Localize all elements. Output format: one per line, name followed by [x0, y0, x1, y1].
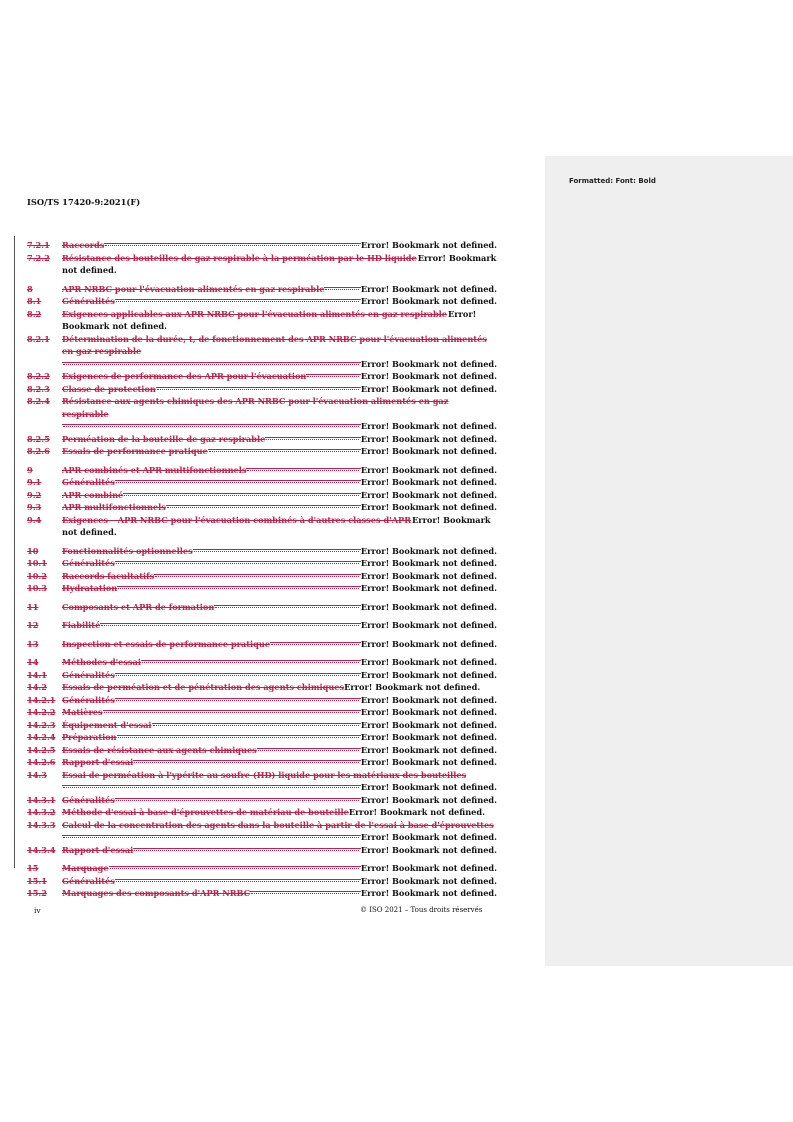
toc-entry-number: 7.2.2 [27, 252, 50, 263]
toc-entry-error: Error! Bookmark not defined. [360, 433, 497, 444]
toc-entry[interactable] [27, 252, 511, 277]
toc-entry-number: 14.1 [27, 669, 47, 680]
toc-entry-error: Error! Bookmark not defined. [360, 744, 497, 755]
toc-entry[interactable] [27, 433, 511, 446]
toc-entry-number: 8.2.1 [27, 333, 50, 344]
toc-entry[interactable] [27, 619, 511, 632]
toc-entry-title: Essai de perméation à l'ypérite au soufre (HD) liquide pour les matériaux des bouteilles [62, 769, 467, 780]
toc-entry-title: Méthodes d'essai [62, 657, 141, 667]
toc-entry-title: APR combiné [62, 489, 124, 500]
toc-entry-error: Error! Bookmark not defined. [62, 514, 491, 537]
toc-entry-number: 7.2.1 [27, 240, 50, 250]
toc-entry-error: Error! Bookmark not defined. [360, 296, 497, 306]
toc-leader-dots [133, 844, 361, 853]
toc-entry-title: Rapport d'essai [62, 844, 134, 855]
toc-entry-number: 8.2.3 [27, 383, 50, 394]
toc-entry-title: Fonctionnalités optionnelles [62, 545, 193, 556]
toc-entry-title: Fiabilité [62, 620, 101, 630]
toc-entry-title: Résistance aux agents chimiques des APR NRBC pour l'évacuation alimentés en gaz respirable [62, 396, 449, 419]
toc-entry-title: Résistance des bouteilles de gaz respirable à la perméation par le HD liquide [62, 252, 417, 263]
toc-entry-error: Error! Bookmark not defined. [360, 601, 497, 612]
toc-leader-dots [117, 731, 361, 740]
toc-entry-number: 14.3.1 [27, 794, 56, 805]
toc-leader-dots [100, 619, 361, 628]
toc-entry-error: Error! Bookmark not defined. [360, 757, 497, 767]
toc-entry[interactable] [27, 514, 511, 539]
toc-entry[interactable] [27, 731, 511, 744]
toc-leader-dots [115, 476, 361, 485]
toc-leader-dots [265, 433, 361, 442]
toc-entry-title: Détermination de la durée, t, de fonctionnement des APR NRBC pour l'évacuation alimentés en gaz respirable [62, 333, 487, 356]
toc-entry-title: Hydratation [62, 583, 118, 593]
toc-entry-number: 15 [27, 863, 39, 873]
toc-leader-dots [104, 239, 361, 248]
toc-entry-title: Généralités [62, 669, 115, 680]
toc-entry-number: 14.3.4 [27, 844, 56, 855]
toc-entry-number: 14.2.6 [27, 757, 56, 767]
toc-entry-number: 9.4 [27, 514, 42, 525]
toc-entry[interactable] [27, 769, 511, 794]
toc-entry[interactable] [27, 681, 511, 694]
change-bar [14, 236, 15, 868]
toc-leader-dots [324, 283, 360, 292]
toc-entry-error: Error! Bookmark not defined. [360, 794, 497, 805]
toc-entry-number: 10.1 [27, 558, 47, 568]
toc-entry-title: Essais de perméation et de pénétration des agents chimiques [62, 682, 345, 692]
toc-entry-error: Error! Bookmark not defined. [62, 308, 477, 331]
toc-entry[interactable] [27, 239, 511, 252]
toc-entry-number: 15.1 [27, 875, 47, 886]
toc-entry-error: Error! Bookmark not defined. [360, 694, 497, 705]
toc-entry-number: 10.2 [27, 570, 47, 581]
toc-leader-dots [246, 464, 360, 473]
toc-entry-number: 9.1 [27, 477, 42, 487]
toc-entry-error: Error! Bookmark not defined. [62, 252, 497, 275]
toc-entry[interactable] [27, 370, 511, 383]
toc-entry[interactable] [27, 295, 511, 308]
toc-entry-error: Error! Bookmark not defined. [360, 570, 497, 581]
toc-entry[interactable] [27, 656, 511, 669]
toc-entry-title: Préparation [62, 732, 117, 742]
toc-leader-dots [193, 545, 361, 554]
toc-entry-number: 14.3 [27, 769, 47, 780]
toc-entry-error: Error! Bookmark not defined. [360, 669, 497, 680]
toc-entry-title: Inspection et essais de performance pratique [62, 638, 271, 649]
toc-leader-dots [152, 719, 361, 728]
toc-entry-number: 14.2.5 [27, 744, 56, 755]
toc-entry[interactable] [27, 601, 511, 614]
toc-entry-error: Error! Bookmark not defined. [360, 707, 497, 717]
toc-entry[interactable] [27, 669, 511, 682]
toc-leader-dots [115, 669, 361, 678]
toc-entry-number: 14.2.2 [27, 707, 56, 717]
toc-entry-number: 11 [27, 601, 39, 612]
toc-leader-dots [115, 295, 361, 304]
toc-leader-dots [133, 756, 361, 765]
toc-entry-error: Error! Bookmark not defined. [360, 719, 497, 730]
toc-entry-number: 14.2.4 [27, 732, 56, 742]
toc-leader-dots [141, 656, 361, 665]
toc-leader-dots [154, 570, 361, 579]
toc-entry-title: Exigences de performance des APR pour l'évacuation [62, 371, 307, 381]
toc-entry-error: Error! Bookmark not defined. [360, 875, 497, 886]
toc-entry[interactable] [27, 489, 511, 502]
toc-entry[interactable] [27, 719, 511, 732]
toc-entry-title: Généralités [62, 477, 115, 487]
toc-leader-dots [62, 831, 361, 840]
toc-entry-number: 8.1 [27, 296, 42, 306]
toc-entry-number: 9.2 [27, 489, 42, 500]
toc-entry[interactable] [27, 887, 511, 900]
toc-entry[interactable] [27, 875, 511, 888]
toc-entry-title: Perméation de la bouteille de gaz respirable [62, 433, 266, 444]
toc-leader-dots [257, 744, 361, 753]
toc-entry-error: Error! Bookmark not defined. [360, 489, 497, 500]
toc-entry-title: Rapport d'essai [62, 757, 134, 767]
toc-leader-dots [270, 638, 361, 647]
toc-leader-dots [115, 794, 361, 803]
toc-leader-dots [62, 358, 361, 367]
toc-leader-dots [115, 875, 361, 884]
toc-entry[interactable] [27, 308, 511, 333]
toc-entry-error: Error! Bookmark not defined. [360, 358, 497, 369]
toc-entry-title: Raccords facultatifs [62, 570, 155, 581]
toc-leader-dots [103, 706, 361, 715]
toc-entry-title: Généralités [62, 694, 115, 705]
toc-entry-error: Error! Bookmark not defined. [360, 464, 497, 475]
toc-entry[interactable] [27, 476, 511, 489]
toc-entry-error: Error! Bookmark not defined. [360, 502, 497, 512]
toc-entry-error: Error! Bookmark not defined. [360, 383, 497, 394]
toc-entry[interactable] [27, 545, 511, 558]
toc-entry-error: Error! Bookmark not defined. [360, 371, 497, 381]
toc-entry-title: Classe de protection [62, 383, 156, 394]
table-of-contents [27, 239, 511, 900]
toc-entry-number: 14.2.3 [27, 719, 56, 730]
toc-entry[interactable] [27, 638, 511, 651]
toc-leader-dots [115, 557, 361, 566]
toc-entry-number: 8.2.4 [27, 396, 50, 406]
toc-entry[interactable] [27, 445, 511, 458]
toc-entry[interactable] [27, 756, 511, 769]
toc-entry-title: Exigences applicables aux APR NRBC pour l'évacuation alimentés en gaz respirable [62, 308, 447, 319]
toc-entry[interactable] [27, 706, 511, 719]
document-id: ISO/TS 17420-9:2021(F) [27, 197, 141, 207]
toc-entry-number: 14 [27, 657, 39, 667]
comment-label: Formatted: Font: Bold [569, 177, 656, 185]
toc-entry-number: 12 [27, 620, 39, 630]
toc-leader-dots [123, 489, 361, 498]
toc-entry-title: Raccords [62, 240, 105, 250]
toc-entry-title: Marquage [62, 863, 109, 873]
toc-entry-error: Error! Bookmark not defined. [360, 283, 497, 294]
toc-entry-error: Error! Bookmark not defined. [344, 682, 481, 692]
toc-entry[interactable] [27, 694, 511, 707]
toc-leader-dots [250, 887, 361, 896]
toc-entry-title: Généralités [62, 558, 115, 568]
toc-entry-number: 9.3 [27, 502, 42, 512]
toc-entry-title: Méthode d'essai à base d'éprouvettes de matériau de bouteille [62, 807, 349, 817]
toc-entry[interactable] [27, 570, 511, 583]
toc-entry[interactable] [27, 806, 511, 819]
toc-entry-number: 8.2.5 [27, 433, 50, 444]
toc-entry-title: Généralités [62, 794, 115, 805]
toc-entry-title: Essais de résistance aux agents chimiques [62, 744, 257, 755]
toc-entry-error: Error! Bookmark not defined. [360, 558, 497, 568]
toc-entry-title: Équipement d'essai [62, 719, 152, 730]
toc-leader-dots [62, 420, 361, 429]
toc-entry-error: Error! Bookmark not defined. [360, 477, 497, 487]
toc-entry-title: Composants et APR de formation [62, 601, 215, 612]
toc-entry-number: 13 [27, 638, 39, 649]
toc-entry-error: Error! Bookmark not defined. [360, 844, 497, 855]
toc-entry[interactable] [27, 383, 511, 396]
toc-entry-number: 15.2 [27, 888, 47, 898]
page-number: iv [34, 906, 41, 915]
toc-entry-title: APR multifonctionnels [62, 502, 166, 512]
toc-entry-title: APR combinés et APR multifonctionnels [62, 464, 247, 475]
toc-entry-title: Exigences – APR NRBC pour l'évacuation combinés à d'autres classes d'APR [62, 514, 412, 525]
toc-entry-error: Error! Bookmark not defined. [360, 620, 497, 630]
toc-entry[interactable] [27, 333, 511, 371]
toc-entry-number: 8.2 [27, 308, 42, 319]
toc-entry-title: Généralités [62, 875, 115, 886]
toc-entry-number: 8.2.2 [27, 371, 50, 381]
toc-entry-number: 14.3.2 [27, 807, 56, 817]
toc-entry-error: Error! Bookmark not defined. [360, 732, 497, 742]
toc-leader-dots [115, 694, 361, 703]
toc-entry[interactable] [27, 395, 511, 433]
toc-entry-title: Essais de performance pratique [62, 446, 208, 456]
toc-leader-dots [62, 781, 361, 790]
toc-entry-error: Error! Bookmark not defined. [348, 807, 485, 817]
toc-entry-title: APR NRBC pour l'évacuation alimentés en gaz respirable [62, 283, 325, 294]
toc-entry[interactable] [27, 283, 511, 296]
toc-entry-title: Généralités [62, 296, 115, 306]
toc-entry-number: 14.2.1 [27, 694, 56, 705]
toc-entry[interactable] [27, 844, 511, 857]
toc-entry-title: Calcul de la concentration des agents dans la bouteille à partir de l'essai à base d'éprouvettes [62, 819, 494, 830]
toc-entry-title: Marquages des composants d'APR NRBC [62, 888, 251, 898]
toc-entry-error: Error! Bookmark not defined. [360, 888, 497, 898]
toc-entry-number: 8 [27, 283, 33, 294]
toc-entry-error: Error! Bookmark not defined. [360, 545, 497, 556]
toc-entry-error: Error! Bookmark not defined. [360, 240, 497, 250]
toc-entry-error: Error! Bookmark not defined. [360, 583, 497, 593]
toc-entry-error: Error! Bookmark not defined. [360, 446, 497, 456]
toc-entry-error: Error! Bookmark not defined. [360, 832, 497, 842]
toc-entry-number: 9 [27, 464, 33, 475]
toc-entry-number: 10 [27, 545, 39, 556]
copyright: © ISO 2021 – Tous droits réservés [360, 906, 483, 914]
toc-entry-number: 10.3 [27, 583, 47, 593]
toc-entry[interactable] [27, 557, 511, 570]
toc-leader-dots [208, 445, 361, 454]
toc-entry[interactable] [27, 464, 511, 477]
toc-leader-dots [214, 601, 361, 610]
toc-entry[interactable] [27, 501, 511, 514]
toc-entry-error: Error! Bookmark not defined. [360, 638, 497, 649]
toc-leader-dots [306, 370, 361, 379]
toc-entry[interactable] [27, 582, 511, 595]
toc-entry[interactable] [27, 819, 511, 844]
toc-entry-number: 14.2 [27, 682, 47, 692]
toc-entry-error: Error! Bookmark not defined. [360, 782, 497, 792]
toc-entry-title: Matières [62, 707, 103, 717]
toc-entry-error: Error! Bookmark not defined. [360, 863, 497, 873]
toc-entry[interactable] [27, 862, 511, 875]
toc-leader-dots [156, 383, 361, 392]
toc-leader-dots [117, 582, 361, 591]
toc-entry[interactable] [27, 744, 511, 757]
toc-entry-error: Error! Bookmark not defined. [360, 421, 497, 431]
toc-leader-dots [166, 501, 361, 510]
toc-entry-number: 8.2.6 [27, 446, 50, 456]
comment-pane [545, 156, 793, 966]
toc-leader-dots [109, 862, 361, 871]
toc-entry-error: Error! Bookmark not defined. [360, 657, 497, 667]
toc-entry-number: 14.3.3 [27, 819, 56, 830]
toc-entry[interactable] [27, 794, 511, 807]
